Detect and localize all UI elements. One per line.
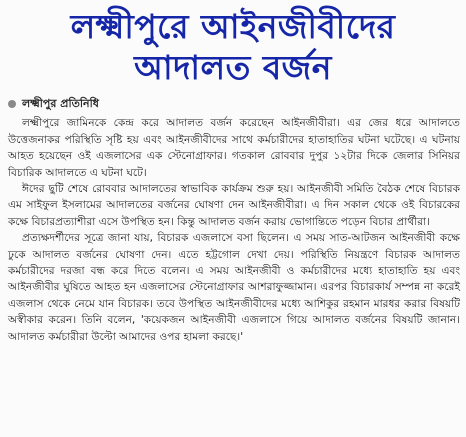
byline bbox=[8, 97, 466, 111]
paragraph: ঈদের ছুটি শেষে রোববার আদালতের স্বাভাবিক কার্যক্রম শুরু হয়। আইনজীবী সমিতি বৈঠক শেষে বিচারক এম সাইফুল ইসলামের আদালতের বর্জনের ঘোষণা দেন আইনজীবীরা। এ দিন সকাল থেকে ওই বিচারকের কক্ষে বিচারপ্রত্যাশীরা এসে উপস্থিত হন। কিন্তু আদালত বর্জন করায় ভোগান্তিতে পড়েন বিচার প্রার্থীরা। bbox=[8, 182, 460, 228]
article-body bbox=[8, 115, 460, 345]
bullet-icon bbox=[8, 100, 16, 108]
headline-line-1: লক্ষ্মীপুরে আইনজীবীদের bbox=[70, 7, 396, 46]
paragraph: প্রত্যক্ষদর্শীদের সূত্রে জানা যায়, বিচারক এজলাসে বসা ছিলেন। এ সময় সাত-আটজন আইনজীবী কক্ষে ঢুকে আদালত বর্জনের ঘোষণা দেন। এতে হট্টগোল দেখা দেয়। পরিস্থিতি নিয়ন্ত্রণে বিচারক আদালত কর্মচারীদের দরজা বন্ধ করে দিতে বলেন। এ সময় আইনজীবী ও কর্মচারীদের মধ্যে হাতাহাতি হয় এবং আইনজীবীর ঘুষিতে আহত হন এজলাসের স্টেনোগ্রাফার আশরাফুজ্জামান। এরপর বিচারকার্য সম্পন্ন না করেই এজলাস থেকে নেমে যান বিচারক। তবে উপস্থিত আইনজীবীদের মধ্যে আশিকুর রহমান মারধর করার বিষয়টি অস্বীকার করেন। তিনি বলেন, 'কয়েকজন আইনজীবী এজলাসে গিয়ে আদালত বর্জনের বিষয়টি জানান। আদালত কর্মচারীরা উল্টো আমাদের ওপর হামলা করছে।' bbox=[8, 232, 460, 343]
byline-text: লক্ষ্মীপুর প্রতিনিধি bbox=[22, 96, 99, 110]
headline-line-2: আদালত বর্জন bbox=[134, 47, 332, 87]
paragraph: লক্ষ্মীপুরে জামিনকে কেন্দ্র করে আদালত বর্জন করেছেন আইনজীবীরা। এর জের ধরে আদালতে উত্তেজনাকর পরিস্থিতি সৃষ্টি হয় এবং আইনজীবীদের সাথে কর্মচারীদের হাতাহাতির ঘটনা ঘটেছে। এ ঘটনায় আহত হয়েছেন ওই এজলাসের এক স্টেনোগ্রাফার। গতকাল রোববার দুপুর ১২টার দিকে জেলার সিনিয়র বিচারিক আদালতে এ ঘটনা ঘটে। bbox=[8, 117, 460, 179]
